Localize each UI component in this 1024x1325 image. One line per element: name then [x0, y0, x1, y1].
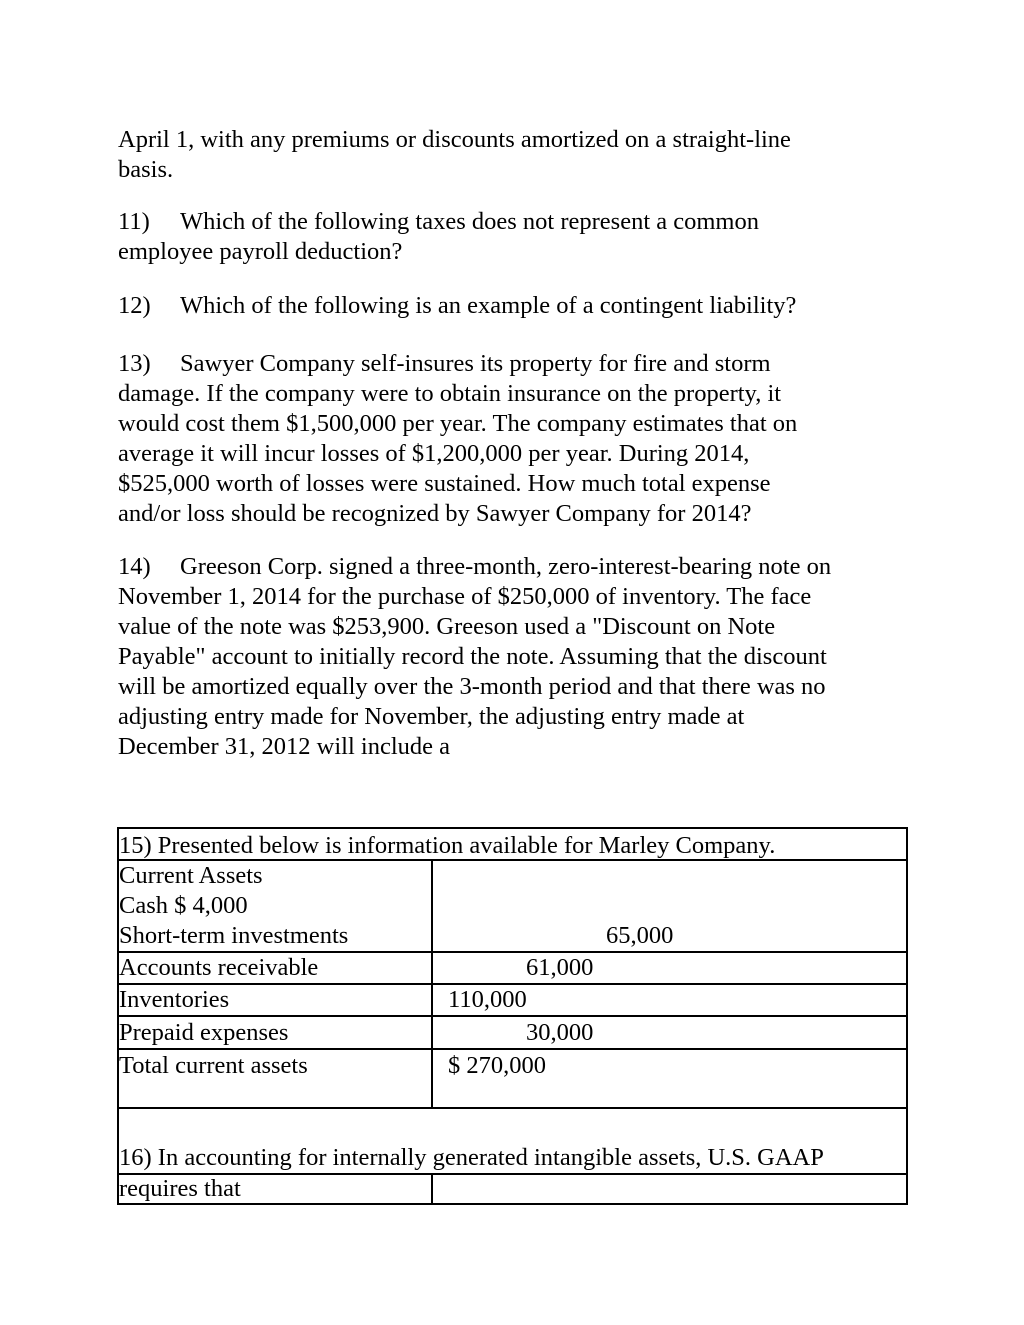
table-rule	[117, 1048, 908, 1050]
table-rule	[117, 827, 908, 829]
question-15-heading: 15) Presented below is information available for Marley Company.	[119, 832, 776, 859]
question-10-continuation: April 1, with any premiums or discounts amortized on a straight-line basis.	[118, 126, 791, 183]
current-assets-label: Current Assets	[119, 862, 263, 889]
cash-label: Cash $ 4,000	[119, 892, 248, 919]
table-rule	[431, 1173, 433, 1204]
table-rule	[117, 1015, 908, 1017]
question-12-text: Which of the following is an example of a contingent liability?	[180, 292, 797, 319]
question-12-number: 12)	[118, 292, 151, 319]
table-rule	[906, 827, 908, 1205]
table-rule	[117, 1107, 908, 1109]
question-16-line-2: requires that	[119, 1175, 241, 1202]
question-11	[118, 207, 908, 267]
short-term-investments-label: Short-term investments	[119, 922, 349, 949]
accounts-receivable-label: Accounts receivable	[119, 954, 319, 981]
inventories-label: Inventories	[119, 986, 230, 1013]
prepaid-expenses-label: Prepaid expenses	[119, 1019, 289, 1046]
inventories-value: 110,000	[448, 986, 527, 1013]
prepaid-expenses-value: 30,000	[526, 1019, 594, 1046]
question-14-number: 14)	[118, 553, 151, 580]
question-14-text: Greeson Corp. signed a three-month, zero-interest-bearing note on November 1, 2014 for the purchase of $250,000 of inventory. The face value of the note was $253,900. Greeson used a "Discount on Note Payable" account to initially record the note. Assuming that the discount will be amortized equally over the 3-month period and that there was no adjusting entry made for November, the adjusting entry made at December 31, 2012 will include a	[118, 553, 832, 760]
question-12	[118, 291, 908, 321]
question-16-line-1: 16) In accounting for internally generated intangible assets, U.S. GAAP	[119, 1144, 824, 1171]
question-13-number: 13)	[118, 350, 151, 377]
total-current-assets-label: Total current assets	[119, 1052, 308, 1079]
table-rule	[431, 859, 433, 1109]
accounts-receivable-value: 61,000	[526, 954, 594, 981]
total-current-assets-value: $ 270,000	[448, 1052, 546, 1079]
question-11-text: Which of the following taxes does not represent a common employee payroll deduction?	[118, 208, 759, 265]
question-14	[118, 552, 908, 762]
question-13-text: Sawyer Company self-insures its property for fire and storm damage. If the company were to obtain insurance on the property, it would cost them $1,500,000 per year. The company estimates that on average it will incur losses of $1,200,000 per year. During 2014, $525,000 worth of losses were sustained. How much total expense and/or loss should be recognized by Sawyer Company for 2014?	[118, 350, 798, 527]
short-term-investments-value: 65,000	[606, 922, 674, 949]
marley-company-table	[117, 827, 908, 1205]
question-11-number: 11)	[118, 208, 150, 235]
question-13	[118, 349, 908, 529]
